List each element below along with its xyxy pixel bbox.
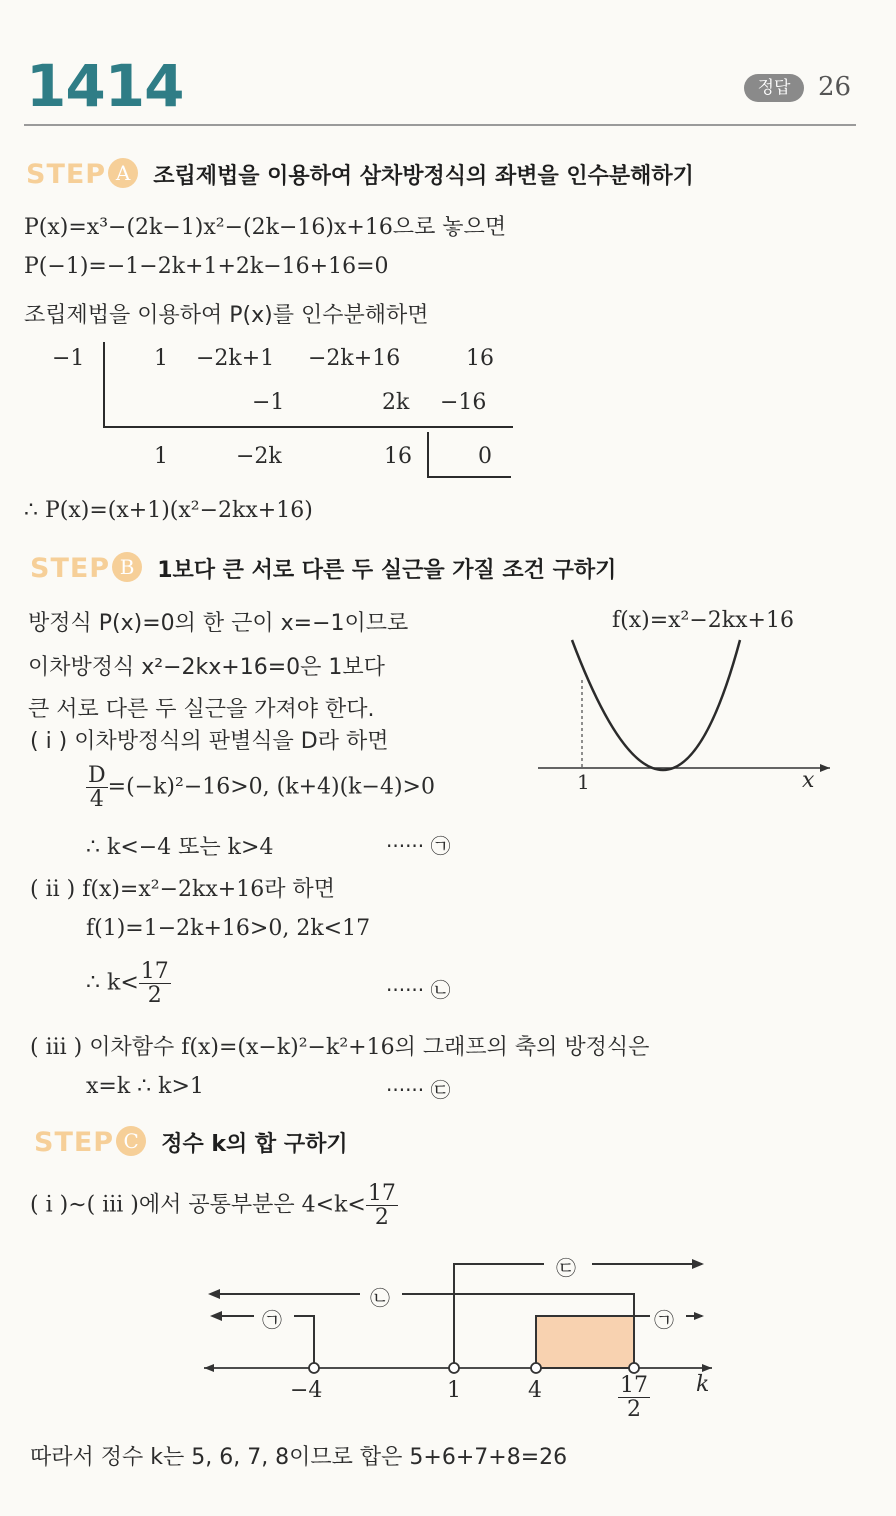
row1-cell: −2k+1	[196, 346, 275, 371]
tick-minus4: −4	[290, 1378, 323, 1403]
divisor: −1	[52, 346, 85, 371]
step-b-intro2: 이차방정식 x²−2kx+16=0은 1보다	[28, 655, 385, 680]
range-a-right-tag: ㉠	[654, 1308, 674, 1332]
step-a-line1: P(x)=x³−(2k−1)x²−(2k−16)x+16으로 놓으면	[24, 215, 507, 240]
graph-tick-1: 1	[577, 770, 590, 794]
common-frac-den: 2	[374, 1205, 389, 1231]
case2-expression: f(1)=1−2k+16>0, 2k<17	[86, 916, 371, 941]
case2-fraction	[139, 960, 171, 1007]
row3-cell: 16	[384, 444, 412, 469]
axis-arrow-left	[204, 1364, 214, 1372]
row3-cell: −2k	[236, 444, 282, 469]
remainder-bar-horizontal	[427, 476, 511, 478]
step-c-label: STEP	[34, 1127, 115, 1158]
case1-result: ∴ k<−4 또는 k>4	[86, 835, 274, 860]
row2-cell: −1	[252, 390, 285, 415]
graph-x-label: x	[802, 768, 815, 793]
answer-badge: 정답	[744, 74, 804, 102]
case1-expr: =(−k)²−16>0, (k+4)(k−4)>0	[107, 774, 435, 800]
step-a-heading	[26, 158, 694, 190]
case1-title: ( i ) 이차방정식의 판별식을 D라 하면	[30, 729, 389, 754]
range-c-tag: ㉢	[556, 1256, 576, 1280]
row2-cell: 2k	[382, 390, 410, 415]
open-point-minus4	[309, 1363, 319, 1373]
step-b-intro3: 큰 서로 다른 두 실근을 가져야 한다.	[28, 697, 375, 722]
case3-tag: ······ ㉢	[386, 1078, 451, 1102]
step-c-title: 정수 k의 합 구하기	[161, 1132, 348, 1157]
axis-arrow-right	[702, 1364, 712, 1372]
range-a-left-arrowhead	[210, 1311, 222, 1321]
step-a-result: ∴ P(x)=(x+1)(x²−2kx+16)	[24, 498, 313, 523]
case2-frac-den: 2	[147, 983, 162, 1009]
answer-value: 26	[818, 72, 852, 102]
range-c-arrowhead	[692, 1259, 704, 1269]
case2-tag: ······ ㉡	[386, 978, 451, 1002]
row2-cell: −16	[440, 390, 487, 415]
range-c-line	[454, 1264, 544, 1368]
common-prefix: ( i )∼( iii )에서 공통부분은 4<k<	[30, 1192, 366, 1218]
range-b-arrowhead	[208, 1289, 220, 1299]
step-a-title: 조립제법을 이용하여 삼차방정식의 좌변을 인수분해하기	[153, 164, 694, 189]
conclusion: 따라서 정수 k는 5, 6, 7, 8이므로 합은 5+6+7+8=26	[30, 1445, 568, 1470]
tick-frac-num: 17	[620, 1373, 648, 1398]
case2-result-prefix: ∴ k<	[86, 970, 139, 996]
number-line-variable: k	[696, 1372, 710, 1397]
case1-frac-den: 4	[89, 787, 104, 813]
case1-fraction	[86, 764, 108, 811]
tick-17-2	[618, 1374, 650, 1421]
case2-result	[86, 960, 171, 1007]
division-vertical-bar	[103, 342, 105, 428]
step-b-heading	[30, 552, 616, 584]
row3-cell: 0	[478, 444, 492, 469]
step-a-line3: 조립제법을 이용하여 P(x)를 인수분해하면	[24, 303, 429, 328]
graph-axis-arrow	[820, 764, 830, 772]
open-point-17-2	[629, 1363, 639, 1373]
step-a-letter: A	[108, 158, 138, 188]
step-b-title: 1보다 큰 서로 다른 두 실근을 가질 조건 구하기	[157, 558, 617, 583]
parabola-curve	[572, 640, 740, 770]
problem-number: 1414	[26, 52, 184, 120]
step-b-intro1: 방정식 P(x)=0의 한 근이 x=−1이므로	[28, 611, 409, 636]
tick-1: 1	[447, 1378, 461, 1403]
row1-cell: 1	[154, 346, 168, 371]
case1-tag: ······ ㉠	[386, 834, 451, 858]
step-a-label: STEP	[26, 159, 107, 190]
step-b-letter: B	[112, 552, 142, 582]
case3-title: ( iii ) 이차함수 f(x)=(x−k)²−k²+16의 그래프의 축의 방정식은	[30, 1035, 650, 1060]
row1-cell: −2k+16	[308, 346, 401, 371]
range-b-tag: ㉡	[370, 1286, 390, 1310]
header-divider	[24, 124, 856, 126]
step-b-label: STEP	[30, 553, 111, 584]
tick-frac-den: 2	[627, 1397, 641, 1423]
common-range-highlight	[536, 1316, 634, 1368]
tick-fraction	[618, 1374, 650, 1421]
open-point-1	[449, 1363, 459, 1373]
row3-cell: 1	[154, 444, 168, 469]
open-point-4	[531, 1363, 541, 1373]
row1-cell: 16	[466, 346, 494, 371]
step-a-line2: P(−1)=−1−2k+1+2k−16+16=0	[24, 254, 389, 279]
range-a-right-arrowhead	[694, 1312, 704, 1320]
step-c-heading	[34, 1126, 348, 1158]
case3-result: x=k ∴ k>1	[86, 1074, 204, 1099]
case1-expression	[86, 764, 435, 811]
common-frac-num: 17	[367, 1181, 396, 1206]
case2-title: ( ii ) f(x)=x²−2kx+16라 하면	[30, 877, 335, 902]
graph-function-label: f(x)=x²−2kx+16	[612, 608, 794, 633]
case1-frac-num: D	[88, 763, 106, 788]
range-a-left-tag: ㉠	[262, 1308, 282, 1332]
step-c-common	[30, 1182, 398, 1229]
case2-frac-num: 17	[140, 959, 169, 984]
common-fraction	[366, 1182, 398, 1229]
tick-4: 4	[528, 1378, 542, 1403]
range-a-left-line	[294, 1316, 314, 1368]
remainder-bar-vertical	[427, 432, 429, 478]
step-c-letter: C	[116, 1126, 146, 1156]
division-horizontal-bar	[103, 426, 513, 428]
